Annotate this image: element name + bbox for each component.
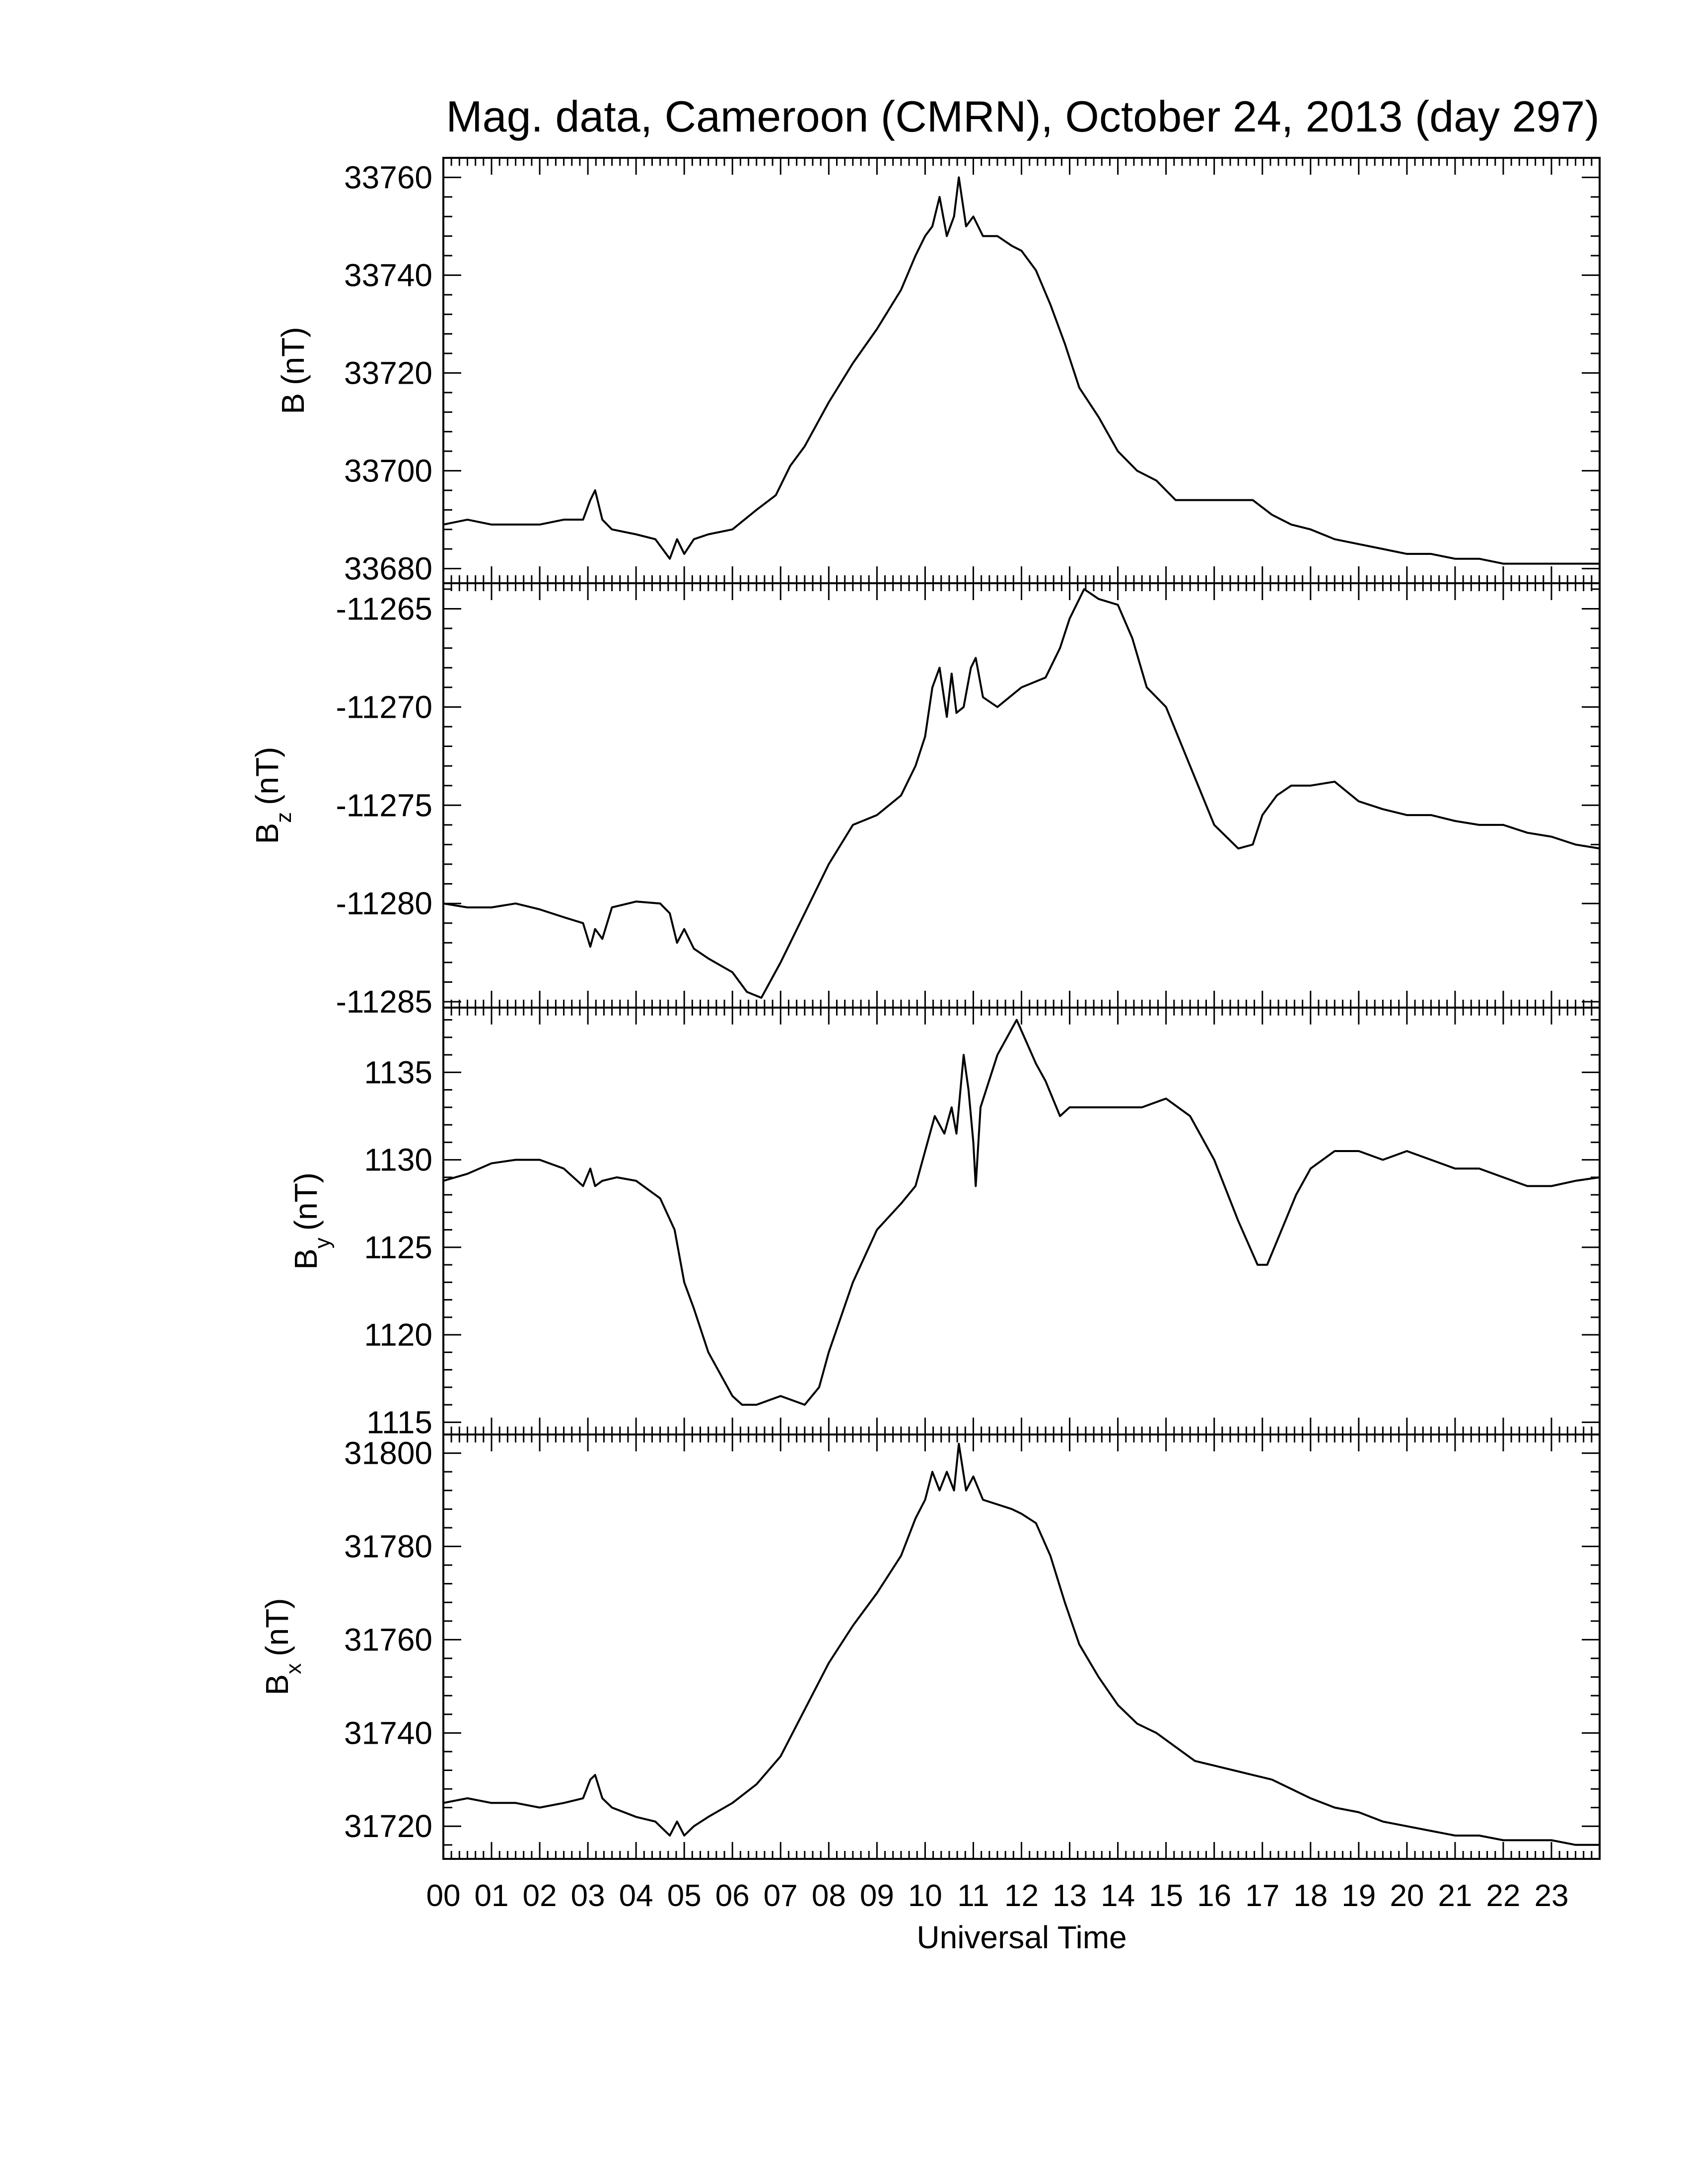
x-tick-label: 22 [1486,1879,1521,1913]
y-tick-label: 31720 [344,1808,432,1844]
y-tick-label: 1115 [366,1404,432,1440]
x-tick-label: 08 [811,1879,846,1913]
x-tick-label: 12 [1004,1879,1039,1913]
x-tick-label: 06 [715,1879,750,1913]
y-tick-label: 1120 [364,1317,432,1353]
y-axis-label: $B_z(nT)$ [249,747,296,844]
y-tick-label: 33700 [344,453,432,489]
x-tick-label: 19 [1341,1879,1376,1913]
y-tick-label: -11275 [336,787,432,823]
x-tick-label: 17 [1245,1879,1280,1913]
y-tick-label: 31780 [344,1528,432,1565]
x-tick-label: 02 [522,1879,557,1913]
x-tick-label: 11 [957,1879,989,1913]
y-tick-label: 31760 [344,1622,432,1658]
y-axis-label: $B_y(nT)$ [288,1172,335,1270]
x-tick-label: 20 [1390,1879,1424,1913]
y-tick-label: 33740 [344,257,432,293]
x-axis-label: Universal Time [916,1919,1127,1955]
y-tick-label: -11285 [336,984,432,1020]
x-tick-label: 21 [1438,1879,1473,1913]
y-axis-label: B(nT) [275,327,311,414]
figure-title: Mag. data, Cameroon (CMRN), October 24, 2013 (day 297) [446,92,1600,141]
y-tick-label: -11270 [336,689,432,725]
x-tick-label: 10 [908,1879,942,1913]
x-tick-label: 09 [859,1879,894,1913]
y-tick-label: -11265 [336,591,432,627]
y-tick-label: 33720 [344,355,432,391]
x-tick-label: 03 [570,1879,605,1913]
x-tick-label: 15 [1149,1879,1184,1913]
y-tick-label: -11280 [336,886,432,922]
y-tick-label: 33680 [344,550,432,587]
y-tick-label: 1135 [364,1054,432,1091]
x-tick-label: 14 [1101,1879,1135,1913]
y-tick-label: 31740 [344,1715,432,1751]
y-tick-label: 1130 [364,1142,432,1178]
x-tick-label: 04 [619,1879,653,1913]
x-tick-label: 18 [1293,1879,1328,1913]
x-tick-label: 23 [1534,1879,1569,1913]
x-tick-label: 16 [1197,1879,1232,1913]
y-tick-label: 1125 [364,1229,432,1265]
x-tick-label: 07 [763,1879,798,1913]
y-tick-label: 33760 [344,159,432,196]
x-tick-label: 13 [1053,1879,1087,1913]
x-tick-label: 05 [667,1879,702,1913]
y-tick-label: 31800 [344,1435,432,1471]
x-tick-label: 00 [426,1879,461,1913]
y-axis-label: $B_x(nT)$ [259,1598,306,1696]
x-tick-label: 01 [474,1879,509,1913]
